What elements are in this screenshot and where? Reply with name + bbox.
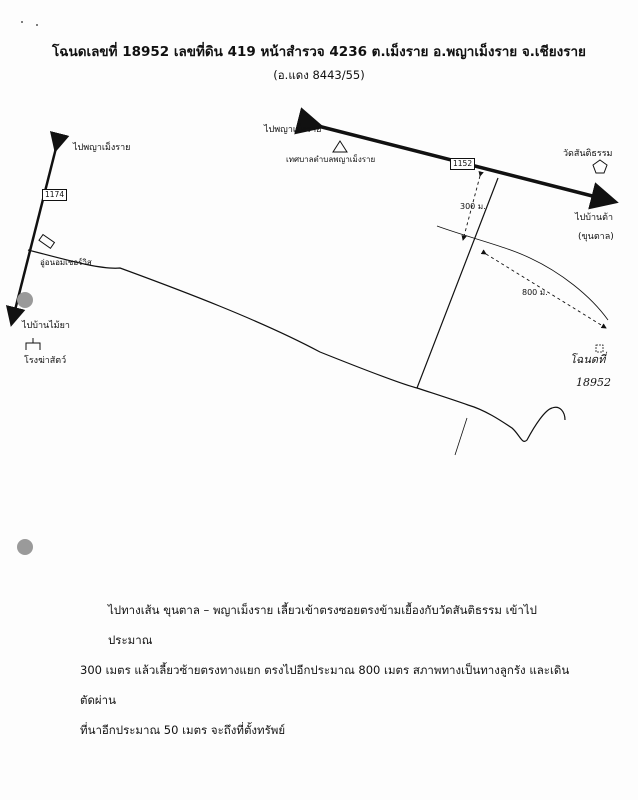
- directions-line: ไปทางเส้น ขุนตาล – พญาเม็งราย เลี้ยวเข้าตรงซอยตรงข้ามเยื้องกับวัดสันติธรรม เข้าไปประมาณ: [108, 603, 537, 647]
- label-slaughterhouse: โรงฆ่าสัตว์: [24, 356, 67, 366]
- handwritten-deed-label: โฉนดที่: [570, 353, 606, 366]
- slaughterhouse-icon: [26, 338, 40, 350]
- municipality-icon: [333, 141, 347, 152]
- label-distance-800: 800 ม.: [522, 288, 548, 297]
- page-subtitle: (อ.แดง 8443/55): [273, 68, 365, 82]
- side-road-soi: [417, 178, 498, 388]
- label-to-ban-ta: ไปบ้านต้า: [575, 213, 614, 223]
- label-municipality: เทศบาลตำบลพญาเม็งราย: [286, 155, 376, 164]
- spur-line: [455, 418, 467, 455]
- label-to-ban-mai-ya: ไปบ้านไม้ยา: [22, 321, 70, 331]
- laterite-track: [28, 250, 565, 441]
- garage-icon: [39, 235, 54, 249]
- label-wat-santitham: วัดสันติธรรม: [563, 149, 613, 159]
- label-to-phaya-mengrai-left: ไปพญาเม็งราย: [73, 143, 131, 153]
- label-to-phaya-mengrai-top: ไปพญาเม็งราย: [264, 125, 322, 135]
- punch-hole: [17, 539, 33, 555]
- scan-mark-icon: [36, 24, 38, 26]
- route-1174-badge: 1174: [42, 189, 67, 201]
- page-title: โฉนดเลขที่ 18952 เลขที่ดิน 419 หน้าสำรวจ 4236 ต.เม็งราย อ.พญาเม็งราย จ.เชียงราย: [52, 44, 586, 60]
- directions-line: 300 เมตร แล้วเลี้ยวซ้ายตรงทางแยก ตรงไปอีกประมาณ 800 เมตร สภาพทางเป็นทางลูกรัง และเดินตัดผ่าน: [80, 663, 570, 707]
- scan-mark-icon: [21, 21, 23, 23]
- directions-line: ที่นาอีกประมาณ 50 เมตร จะถึงที่ตั้งทรัพย์: [80, 723, 286, 737]
- label-distance-300: 300 ม.: [460, 202, 486, 211]
- punch-hole: [17, 292, 33, 308]
- label-co-op-dormitory: อู่อนอมเชอร์วิส: [40, 258, 92, 267]
- route-1152-badge: 1152: [450, 158, 475, 170]
- directions-text: [80, 595, 578, 745]
- label-khun-tan: (ขุนตาล): [578, 232, 614, 242]
- temple-icon: [593, 160, 607, 173]
- handwritten-deed-number: 18952: [576, 376, 611, 389]
